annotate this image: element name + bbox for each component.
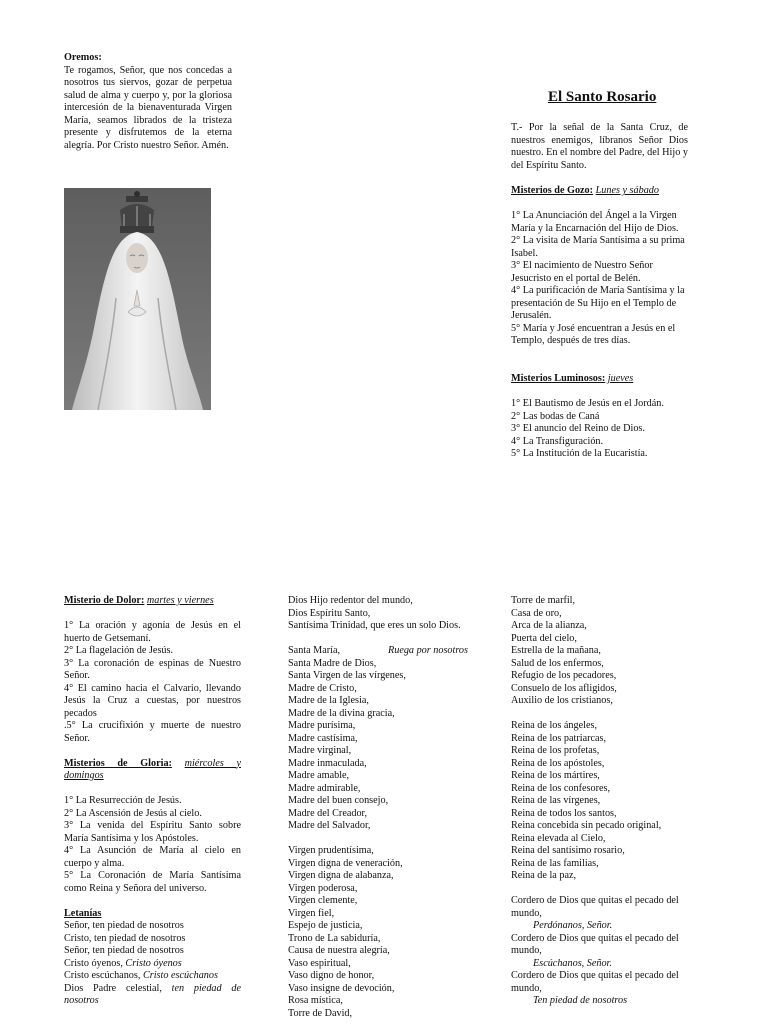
luminosos-section <box>511 373 688 461</box>
litany-line: Reina elevada al Cielo, <box>511 832 606 844</box>
litany-line: Señor, ten piedad de nosotros <box>64 945 184 956</box>
litany-line: Reina de las vírgenes, <box>511 795 601 806</box>
litany-line: Madre del Creador, <box>288 807 368 819</box>
litany-line: Reina de los profetas, <box>511 745 600 756</box>
litany-line: Reina de la paz, <box>511 870 577 881</box>
litany-line <box>288 645 474 658</box>
litany-column-3 <box>511 595 693 1008</box>
litany-line: Virgen digna de veneración, <box>288 857 403 869</box>
gozo-item: 4° La purificación de María Santísima y la presentación de Su Hijo en el Templo de Jerusalén. <box>511 285 685 321</box>
litany-call: Santa María, <box>288 645 341 656</box>
litany-line: Madre de la divina gracia, <box>288 707 395 719</box>
litany-line: Salud de los enfermos, <box>511 657 604 669</box>
dolor-item: 2° La flagelación de Jesús. <box>64 645 174 656</box>
dolor-item: 4° El camino hacia el Calvario, llevando Jesús la Cruz a cuestas, por nuestros pecados <box>64 682 241 719</box>
gozo-item: 1° La Anunciación del Ángel a la Virgen María y la Encarnación del Hijo de Dios. <box>511 210 679 234</box>
litany-line: Madre de Cristo, <box>288 682 357 694</box>
litany-line: Reina de las familias, <box>511 857 599 869</box>
litany-line: Auxilio de los cristianos, <box>511 695 613 706</box>
agnus-dei-line: Cordero de Dios que quitas el pecado del mundo, <box>511 895 679 919</box>
litany-line: Madre inmaculada, <box>288 757 367 769</box>
litany-line: Refugio de los pecadores, <box>511 670 617 681</box>
litany-line: Señor, ten piedad de nosotros <box>64 920 184 931</box>
gozo-item: 5° María y José encuentran a Jesús en el Templo, después de tres días. <box>511 322 676 346</box>
litany-line <box>64 983 241 1008</box>
litany-line: Reina del santísimo rosario, <box>511 845 625 856</box>
dolor-gloria-column <box>64 595 241 1008</box>
gloria-item: 3° La venida del Espíritu Santo sobre María Santísima y los Apóstoles. <box>64 820 241 844</box>
litany-line: Santa Madre de Dios, <box>288 657 377 669</box>
litany-line: Espejo de justicia, <box>288 920 363 931</box>
litany-line: Madre castísima, <box>288 732 358 744</box>
litany-line: Torre de David, <box>288 1007 353 1019</box>
page-title: El Santo Rosario <box>548 89 657 105</box>
luminosos-item: 5° La Institución de la Eucaristía. <box>511 448 648 459</box>
litany-line: Puerta del cielo, <box>511 632 577 644</box>
litany-line: Consuelo de los afligidos, <box>511 682 617 694</box>
litany-line: Madre del Salvador, <box>288 820 371 831</box>
litany-line: Virgen fiel, <box>288 907 335 919</box>
litany-line: Vaso digno de honor, <box>288 970 375 981</box>
agnus-dei-response: Perdónanos, Señor. <box>533 920 613 931</box>
agnus-dei-line: Cordero de Dios que quitas el pecado del mundo, <box>511 932 679 956</box>
litany-line: Reina de los confesores, <box>511 782 611 794</box>
luminosos-item: 2° Las bodas de Caná <box>511 410 600 422</box>
litany-line: Vaso insigne de devoción, <box>288 982 395 994</box>
virgin-mary-statue-image <box>64 188 211 410</box>
agnus-dei-line: Cordero de Dios que quitas el pecado del mundo, <box>511 970 679 994</box>
litany-line: Reina de los apóstoles, <box>511 757 605 769</box>
litany-line: Dios Hijo redentor del mundo, <box>288 595 413 606</box>
litany-line: Madre de la Iglesia, <box>288 695 369 706</box>
luminosos-item: 1° El Bautismo de Jesús en el Jordán. <box>511 398 664 409</box>
litany-line: Virgen clemente, <box>288 895 358 906</box>
luminosos-item: 3° El anuncio del Reino de Dios. <box>511 423 645 434</box>
oremos-block <box>64 52 232 152</box>
litany-line: Reina de los patriarcas, <box>511 732 607 744</box>
luminosos-item: 4° La Transfiguración. <box>511 435 604 447</box>
litany-line: Santa Virgen de las vírgenes, <box>288 670 406 681</box>
litany-line: Torre de marfil, <box>511 595 576 606</box>
oremos-heading: Oremos: <box>64 52 102 63</box>
litany-line: Causa de nuestra alegría, <box>288 945 390 956</box>
litany-line: Casa de oro, <box>511 607 562 619</box>
litany-line: Madre del buen consejo, <box>288 795 389 806</box>
litany-line: Arca de la alianza, <box>511 620 587 631</box>
intro-text: T.- Por la señal de la Santa Cruz, de nuestros enemigos, líbranos Señor Dios nuestro. En el nombre del Padre, del Hijo y del Espíritu Santo. <box>511 122 688 171</box>
gozo-item: 3° El nacimiento de Nuestro Señor Jesucristo en el portal de Belén. <box>511 260 653 284</box>
dolor-item: .5° La crucifixión y muerte de nuestro Señor. <box>64 720 241 744</box>
litany-line: Trono de La sabiduría, <box>288 932 381 944</box>
litany-response: ten piedad de nosotros <box>64 982 241 1006</box>
litany-line: Madre amable, <box>288 770 350 781</box>
litany-line: Virgen prudentísima, <box>288 845 374 856</box>
dolor-item: 3° La coronación de espinas de Nuestro Señor. <box>64 657 241 681</box>
gozo-heading: Misterios de Gozo: <box>511 185 594 196</box>
litany-line: Estrella de la mañana, <box>511 645 601 656</box>
gozo-section <box>511 185 688 348</box>
litany-column-2 <box>288 595 474 1020</box>
litany-response: Cristo escúchanos <box>142 970 218 981</box>
gloria-item: 4° La Asunción de María al cielo en cuerpo y alma. <box>64 845 241 869</box>
litany-call: Cristo óyenos, <box>64 957 123 969</box>
gloria-item: 1° La Resurrección de Jesús. <box>64 795 182 806</box>
gloria-heading: Misterios de Gloria: <box>64 757 172 769</box>
litany-response: Ruega por nosotros <box>388 645 468 656</box>
agnus-dei-response: Escúchanos, Señor. <box>533 957 612 969</box>
oremos-text: Te rogamos, Señor, que nos concedas a nosotros tus siervos, gozar de perpetua salud de alma y cuerpo y, por la gloriosa intercesión de la bienaventurada Virgen María, seamos librados de la tristeza presente y disfrutemos de la eterna alegría. Por Cristo nuestro Señor. Amén. <box>64 64 232 151</box>
litany-line: Reina de los mártires, <box>511 770 600 781</box>
litany-line: Reina concebida sin pecado original, <box>511 820 662 831</box>
litany-line: Reina de todos los santos, <box>511 807 617 819</box>
dolor-item: 1° La oración y agonía de Jesús en el huerto de Getsemaní. <box>64 620 241 644</box>
litany-line <box>64 958 241 971</box>
agnus-dei-response: Ten piedad de nosotros <box>533 995 628 1006</box>
litany-line: Madre purísima, <box>288 720 356 731</box>
litany-call: Dios Padre celestial, <box>64 982 162 994</box>
letanias-heading: Letanías <box>64 907 102 919</box>
litany-line <box>64 970 241 983</box>
litany-line: Rosa mística, <box>288 995 343 1006</box>
dolor-heading: Misterio de Dolor: <box>64 595 145 606</box>
gloria-days: miércoles y domingos <box>64 757 242 781</box>
statue-illustration <box>64 188 211 410</box>
litany-call: Cristo escúchanos, <box>64 970 141 981</box>
litany-line: Santísima Trinidad, que eres un solo Dios. <box>288 620 461 631</box>
litany-line: Madre admirable, <box>288 782 361 794</box>
dolor-days: martes y viernes <box>146 595 214 606</box>
gozo-item: 2° La visita de María Santísima a su prima Isabel. <box>511 235 685 259</box>
litany-line: Vaso espiritual, <box>288 957 351 969</box>
luminosos-heading: Misterios Luminosos: <box>511 373 606 384</box>
gozo-days: Lunes y sábado <box>595 185 659 196</box>
litany-line: Dios Espíritu Santo, <box>288 607 371 619</box>
gloria-item: 2° La Ascensión de Jesús al cielo. <box>64 807 202 819</box>
litany-line: Virgen digna de alabanza, <box>288 870 394 881</box>
litany-response: Cristo óyenos <box>125 957 182 969</box>
litany-line: Cristo, ten piedad de nosotros <box>64 932 186 944</box>
litany-line: Madre virginal, <box>288 745 352 756</box>
litany-line: Virgen poderosa, <box>288 882 358 894</box>
litany-line: Reina de los ángeles, <box>511 720 598 731</box>
gloria-item: 5° La Coronación de María Santísima como Reina y Señora del universo. <box>64 870 241 894</box>
luminosos-days: jueves <box>607 373 634 384</box>
